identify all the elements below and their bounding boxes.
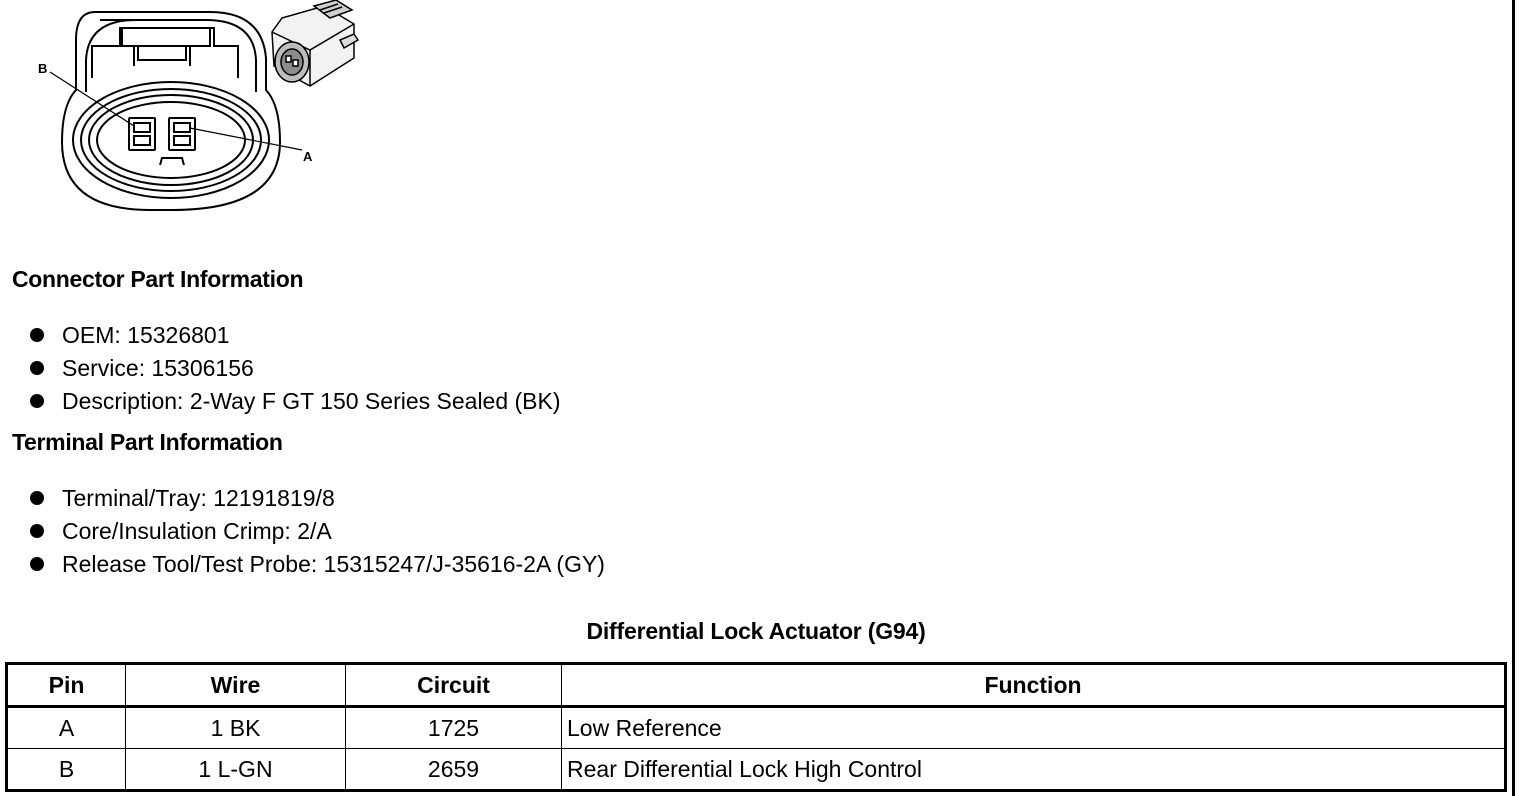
list-item-text: Release Tool/Test Probe: 15315247/J-35616-2A (GY) [62, 551, 605, 577]
list-item-text: Description: 2-Way F GT 150 Series Sealed (BK) [62, 388, 561, 414]
cell-pin: B [7, 749, 126, 791]
housing-outline [62, 12, 280, 210]
latch [92, 28, 238, 78]
cell-pin: A [7, 707, 126, 749]
seal-ring-inner [97, 102, 245, 178]
cell-wire: 1 BK [126, 707, 346, 749]
list-item [30, 386, 561, 419]
list-item [30, 320, 561, 353]
column-header-pin: Pin [7, 664, 126, 707]
callout-a-label: A [303, 149, 313, 164]
column-header-circuit: Circuit [346, 664, 562, 707]
connector-thumbnail [262, 0, 364, 94]
cell-circuit: 1725 [346, 707, 562, 749]
cell-circuit: 2659 [346, 749, 562, 791]
list-item-text: Service: 15306156 [62, 355, 254, 381]
bullet-icon [30, 491, 44, 505]
table-row [7, 707, 1506, 749]
connector-info-list [30, 320, 561, 419]
list-item [30, 483, 605, 516]
bullet-icon [30, 524, 44, 538]
connector-info-heading: Connector Part Information [12, 266, 304, 292]
bullet-icon [30, 394, 44, 408]
table-row [7, 749, 1506, 791]
list-item [30, 549, 605, 582]
list-item [30, 353, 561, 386]
bullet-icon [30, 557, 44, 571]
pin-table-title: Differential Lock Actuator (G94) [586, 618, 926, 644]
list-item-text: Core/Insulation Crimp: 2/A [62, 518, 332, 544]
terminal-info-heading: Terminal Part Information [12, 429, 283, 455]
list-item [30, 516, 605, 549]
terminal-info-list [30, 483, 605, 582]
cell-function: Rear Differential Lock High Control [562, 749, 1506, 791]
list-item-text: Terminal/Tray: 12191819/8 [62, 485, 335, 511]
table-header-row [7, 664, 1506, 707]
seal-ring-outer [73, 82, 269, 198]
pin-table [5, 662, 1507, 792]
callout-b-label: B [38, 61, 48, 76]
bullet-icon [30, 361, 44, 375]
page-right-border [1512, 0, 1515, 796]
cell-function: Low Reference [562, 707, 1506, 749]
list-item-text: OEM: 15326801 [62, 322, 230, 348]
column-header-function: Function [562, 664, 1506, 707]
column-header-wire: Wire [126, 664, 346, 707]
cell-wire: 1 L-GN [126, 749, 346, 791]
bullet-icon [30, 328, 44, 342]
